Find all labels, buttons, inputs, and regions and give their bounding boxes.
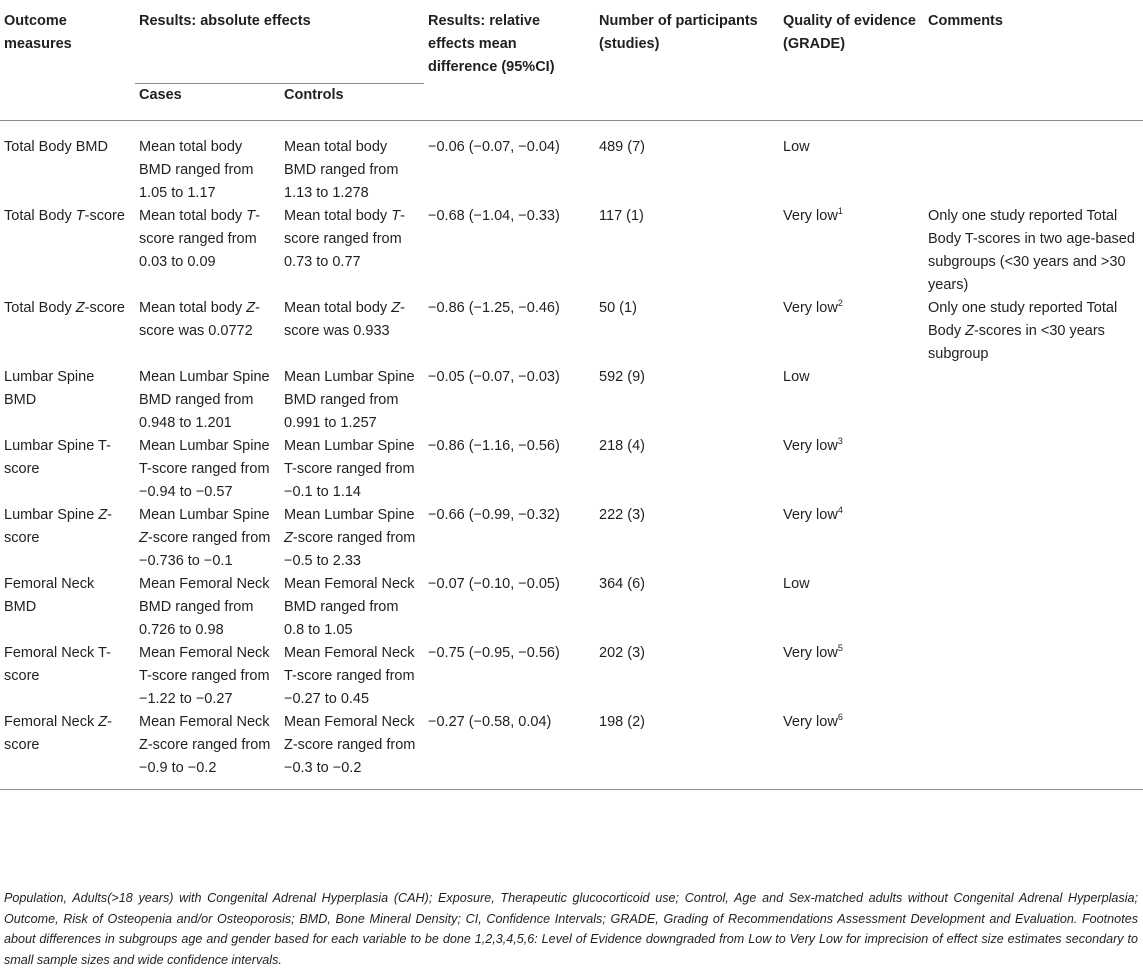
outcome-cell: Total Body BMD	[4, 139, 108, 155]
cases-cell: Mean total body Z-score was 0.0772	[139, 300, 260, 339]
quality-cell	[779, 121, 924, 206]
header-absolute-effects: Results: absolute effects	[135, 0, 424, 84]
quality-cell	[779, 573, 924, 642]
footnote-marker: 2	[837, 298, 843, 309]
cases-cell: Mean Femoral Neck T-score ranged from −1.22 to −0.27	[139, 645, 270, 707]
quality-label: Very low	[783, 438, 838, 454]
table-row	[0, 435, 1143, 504]
quality-label: Very low	[783, 507, 838, 523]
footnote-marker: 5	[837, 643, 843, 654]
cases-cell: Mean Lumbar Spine T-score ranged from −0.94 to −0.57	[139, 438, 270, 500]
quality-label: Low	[783, 369, 810, 385]
table-row	[0, 121, 1143, 206]
comments-cell	[924, 642, 1143, 711]
header-relative-effects: Results: relative effects mean difference (95%CI)	[424, 0, 595, 121]
table-footnote: Population, Adults(>18 years) with Congenital Adrenal Hyperplasia (CAH); Exposure, Therapeutic glucocorticoid use; Control, Age and Sex-matched adults without Congenital Adrenal Hyperplasia; Outcome, Risk of Osteopenia and/or Osteoporosis; BMD, Bone Mineral Density; CI, Confidence Intervals; GRADE, Grading of Recommendations Assessment Development and Evaluation. Footnotes about differences in subgroups age and gender based for each variable to be done 1,2,3,4,5,6: Level of Evidence downgraded from Low to Very Low for imprecision of effect size estimates secondary to small sample sizes and wide confidence intervals.	[4, 891, 1138, 967]
controls-cell: Mean Femoral Neck T-score ranged from −0.27 to 0.45	[284, 645, 415, 707]
comments-cell: Only one study reported Total Body Z-scores in <30 years subgroup	[928, 300, 1118, 362]
controls-cell: Mean total body T-score ranged from 0.73 to 0.77	[284, 208, 405, 270]
quality-cell	[779, 711, 924, 789]
outcome-cell: Total Body Z-score	[4, 300, 125, 316]
participants-cell: 489 (7)	[599, 139, 645, 155]
comments-cell	[924, 711, 1143, 789]
relative-effect-cell: −0.27 (−0.58, 0.04)	[424, 711, 595, 789]
quality-label: Very low	[783, 208, 838, 224]
table-row	[0, 504, 1143, 573]
comments-cell	[924, 435, 1143, 504]
header-comments: Comments	[924, 0, 1143, 121]
participants-cell: 218 (4)	[599, 438, 645, 454]
cases-cell: Mean Femoral Neck BMD ranged from 0.726 to 0.98	[139, 576, 270, 638]
comments-cell: Only one study reported Total Body T-scores in two age-based subgroups (<30 years and >30 years)	[928, 208, 1135, 293]
header-quality: Quality of evidence (GRADE)	[779, 0, 924, 121]
footnote-marker: 3	[837, 436, 843, 447]
table-row	[0, 573, 1143, 642]
table-row	[0, 205, 1143, 297]
header-controls: Controls	[280, 84, 424, 121]
outcome-cell: Lumbar Spine T-score	[4, 438, 111, 477]
controls-cell: Mean Femoral Neck BMD ranged from 0.8 to 1.05	[284, 576, 415, 638]
controls-cell: Mean Lumbar Spine T-score ranged from −0.1 to 1.14	[284, 438, 415, 500]
controls-cell: Mean Lumbar Spine Z-score ranged from −0.5 to 2.33	[284, 507, 416, 569]
cases-cell: Mean total body T-score ranged from 0.03 to 0.09	[139, 208, 260, 270]
participants-cell: 202 (3)	[599, 645, 645, 661]
table-row	[0, 366, 1143, 435]
table-header	[0, 0, 1143, 121]
cases-cell: Mean Lumbar Spine Z-score ranged from −0.736 to −0.1	[139, 507, 271, 569]
footnote-marker: 1	[837, 206, 843, 217]
cases-cell: Mean total body BMD ranged from 1.05 to 1.17	[139, 139, 254, 201]
participants-cell: 117 (1)	[599, 208, 644, 224]
table-row	[0, 642, 1143, 711]
outcome-cell: Femoral Neck T-score	[4, 645, 111, 684]
comments-cell	[924, 366, 1143, 435]
table-body	[0, 121, 1143, 790]
relative-effect-cell: −0.75 (−0.95, −0.56)	[428, 645, 560, 661]
relative-effect-cell: −0.86 (−1.25, −0.46)	[428, 300, 560, 316]
quality-cell	[779, 366, 924, 435]
participants-cell: 198 (2)	[595, 711, 779, 789]
cases-cell: Mean Lumbar Spine BMD ranged from 0.948 to 1.201	[139, 369, 270, 431]
quality-label: Low	[783, 576, 810, 592]
footnote-marker: 4	[837, 505, 843, 516]
relative-effect-cell: −0.07 (−0.10, −0.05)	[428, 576, 560, 592]
comments-cell	[924, 121, 1143, 206]
outcome-cell: Femoral Neck Z-score	[0, 711, 135, 789]
header-outcome-measures: Outcome measures	[0, 0, 135, 121]
comments-cell	[924, 504, 1143, 573]
quality-cell	[779, 297, 924, 366]
outcome-cell: Lumbar Spine BMD	[4, 369, 95, 408]
relative-effect-cell: −0.68 (−1.04, −0.33)	[428, 208, 560, 224]
quality-label: Very low	[783, 645, 838, 661]
controls-cell: Mean Femoral Neck Z-score ranged from −0.3 to −0.2	[280, 711, 424, 789]
header-cases: Cases	[135, 84, 280, 121]
relative-effect-cell: −0.66 (−0.99, −0.32)	[428, 507, 560, 523]
cases-cell: Mean Femoral Neck Z-score ranged from −0.9 to −0.2	[135, 711, 280, 789]
relative-effect-cell: −0.86 (−1.16, −0.56)	[428, 438, 560, 454]
participants-cell: 364 (6)	[599, 576, 645, 592]
quality-label: Very low	[783, 300, 838, 316]
outcome-cell: Total Body T-score	[4, 208, 125, 224]
quality-cell	[779, 205, 924, 297]
quality-cell	[779, 504, 924, 573]
controls-cell: Mean Lumbar Spine BMD ranged from 0.991 to 1.257	[284, 369, 415, 431]
participants-cell: 592 (9)	[599, 369, 645, 385]
controls-cell: Mean total body Z-score was 0.933	[284, 300, 405, 339]
footnote-marker: 6	[837, 712, 843, 723]
participants-cell: 222 (3)	[599, 507, 645, 523]
controls-cell: Mean total body BMD ranged from 1.13 to 1.278	[284, 139, 399, 201]
quality-label: Very low	[783, 714, 838, 730]
table-row	[0, 711, 1143, 789]
quality-label: Low	[783, 139, 810, 155]
relative-effect-cell: −0.06 (−0.07, −0.04)	[428, 139, 560, 155]
quality-cell	[779, 642, 924, 711]
header-participants: Number of participants (studies)	[595, 0, 779, 121]
participants-cell: 50 (1)	[599, 300, 637, 316]
outcome-cell: Femoral Neck BMD	[4, 576, 95, 615]
comments-cell	[924, 573, 1143, 642]
quality-cell	[779, 435, 924, 504]
table-row	[0, 297, 1143, 366]
outcome-cell: Lumbar Spine Z-score	[4, 507, 113, 546]
relative-effect-cell: −0.05 (−0.07, −0.03)	[428, 369, 560, 385]
